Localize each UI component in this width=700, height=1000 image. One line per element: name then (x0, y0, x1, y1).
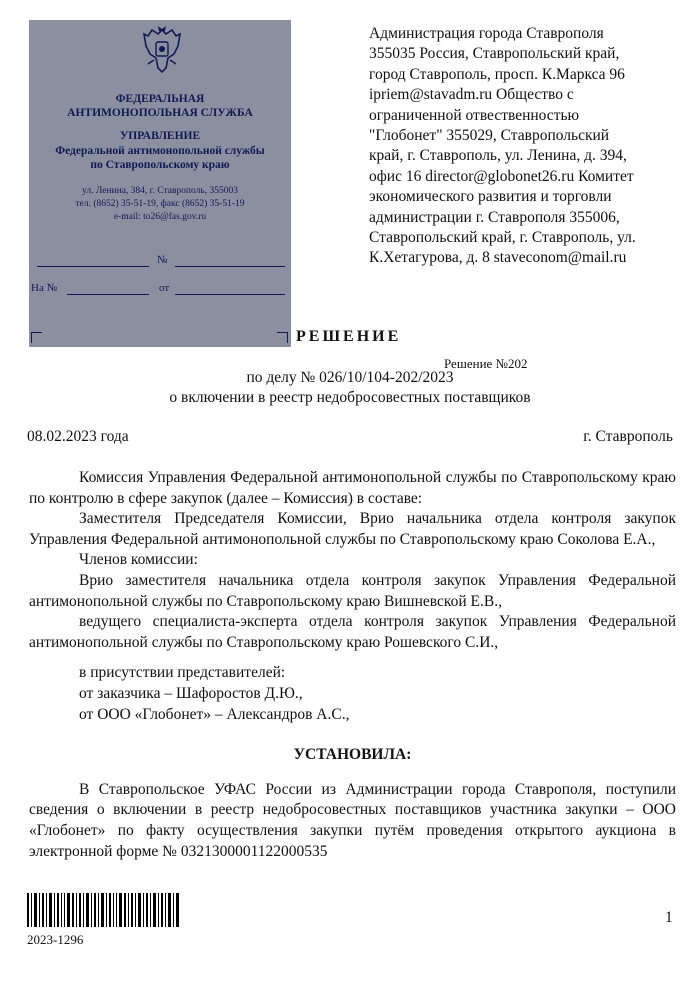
addressee-line: администрации г. Ставрополя 355006, (369, 208, 620, 226)
body-paragraph: ведущего специалиста-эксперта отдела контроля закупок Управления Федеральной антимонопольной службы по Ставропольскому краю Рошевского С.И., (29, 613, 676, 651)
addressee-line: 355035 Россия, Ставропольский край, (369, 45, 620, 63)
decision-number-stamp: Решение №202 (444, 356, 528, 371)
case-number: по делу № 026/10/104-202/2023 (246, 369, 454, 386)
stamp-reply-label: На № (31, 282, 58, 294)
body-paragraph: Комиссия Управления Федеральной антимонопольной службы по Ставропольскому краю по контролю в сфере закупок (далее – Комиссия) в составе: (29, 469, 676, 507)
stamp-corner-left (31, 332, 42, 343)
body-paragraph: В Ставропольское УФАС России из Администрации города Ставрополя, поступили сведения о включении в реестр недобросовестных поставщиков участника закупки – ООО «Глобонет» по факту осуществления закупки путём проведения открытого аукциона в электронной форме № 0321300001122000535 (29, 780, 676, 860)
stamp-dept-line2: по Ставропольскому краю (90, 159, 230, 171)
stamp-email: e-mail: to26@fas.gov.ru (113, 212, 207, 222)
addressee-line: ограниченной отвественностью (369, 106, 580, 124)
page-number: 1 (665, 909, 673, 926)
body-paragraph: Членов комиссии: (79, 551, 198, 569)
stamp-address: ул. Ленина, 384, г. Ставрополь, 355003 (82, 186, 238, 196)
body-paragraph: Врио заместителя начальника отдела контроля закупок Управления Федеральной антимонопольной службы по Ставропольскому краю Вишневской Е.В., (29, 571, 676, 610)
stamp-from-rule (175, 294, 285, 295)
letterhead-stamp (29, 20, 291, 347)
stamp-corner-right (277, 332, 288, 343)
section-heading: УСТАНОВИЛА: (293, 746, 412, 764)
body-paragraph: Заместителя Председателя Комиссии, Врио начальника отдела контроля закупок Управления Федеральной антимонопольной службы по Ставропольскому краю Соколова Е.А., (29, 510, 676, 548)
stamp-phones: тел. (8652) 35-51-19, факс (8652) 35-51-19 (75, 199, 245, 209)
stamp-date-rule (37, 266, 149, 267)
addressee-line: край, г. Ставрополь, ул. Ленина, д. 394, (369, 147, 627, 165)
coat-of-arms-icon (140, 24, 184, 76)
stamp-reply-rule (67, 294, 149, 295)
addressee-line: "Глобонет" 355029, Ставропольский (369, 127, 610, 145)
addressee-line: ipriem@stavadm.ru Общество с (369, 86, 574, 104)
document-title: РЕШЕНИЕ (296, 328, 402, 345)
document-body (29, 468, 676, 862)
addressee-block (369, 24, 679, 269)
stamp-dept-line1: Федеральной антимонопольной службы (55, 145, 265, 157)
stamp-number-label: № (157, 254, 168, 266)
body-paragraph: от заказчика – Шафоростов Д.Ю., (79, 684, 303, 702)
addressee-line: Ставропольский край, г. Ставрополь, ул. (369, 229, 636, 247)
stamp-from-label: от (159, 282, 170, 294)
barcode-number: 2023-1296 (27, 932, 84, 947)
body-paragraph: от ООО «Глобонет» – Александров А.С., (79, 705, 350, 723)
stamp-number-rule (175, 266, 285, 267)
stamp-dept-title: УПРАВЛЕНИЕ (119, 130, 201, 142)
document-date: 08.02.2023 года (27, 428, 129, 445)
document-city: г. Ставрополь (583, 428, 673, 445)
barcode-icon (27, 893, 179, 927)
stamp-org-line2: АНТИМОНОПОЛЬНАЯ СЛУЖБА (67, 107, 253, 119)
body-paragraph: в присутствии представителей: (79, 664, 286, 682)
case-subject: о включении в реестр недобросовестных поставщиков (169, 389, 531, 406)
stamp-org-line1: ФЕДЕРАЛЬНАЯ (115, 93, 205, 105)
addressee-line: Администрация города Ставрополя (369, 25, 604, 42)
addressee-line: город Ставрополь, просп. К.Маркса 96 (369, 65, 625, 83)
addressee-line: экономического развития и торговли (369, 188, 612, 206)
addressee-line: К.Хетагурова, д. 8 staveconom@mail.ru (369, 249, 627, 267)
addressee-line: офис 16 director@globonet26.ru Комитет (369, 167, 634, 185)
